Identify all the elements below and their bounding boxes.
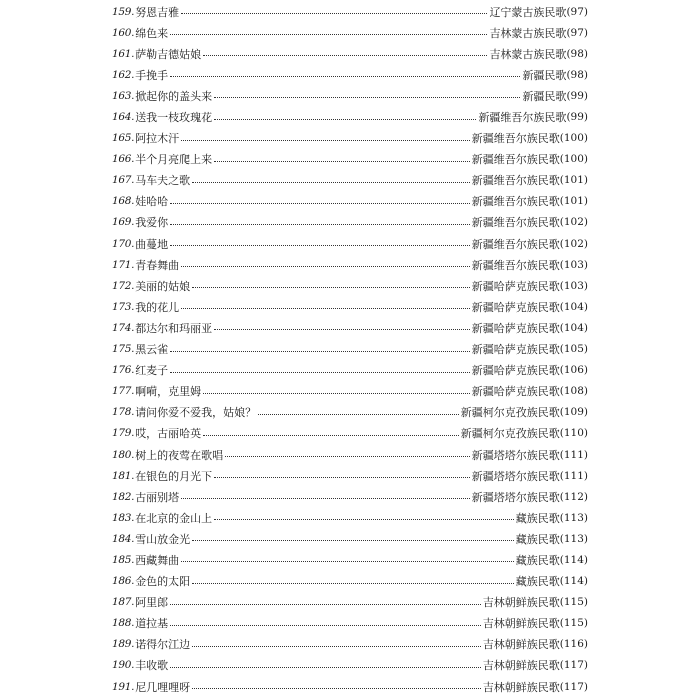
dot-leader (192, 540, 514, 541)
entry-number: 163. (112, 89, 135, 102)
entry-source: 新疆塔塔尔族民歌 (471, 490, 560, 504)
dot-leader (203, 393, 470, 394)
entry-page: (99) (566, 111, 588, 124)
entry-source: 新疆哈萨克族民歌 (471, 343, 560, 357)
toc-entry (112, 149, 588, 170)
entry-number: 170. (112, 237, 135, 250)
dot-leader (214, 161, 470, 162)
entry-number: 182. (112, 490, 135, 503)
table-of-contents (112, 1, 588, 697)
dot-leader (214, 329, 470, 330)
toc-entry (112, 64, 588, 85)
entry-number: 159. (112, 5, 135, 18)
entry-title: 丰收歌 (135, 659, 169, 673)
entry-source: 新疆塔塔尔族民歌 (471, 448, 560, 462)
entry-title: 古丽别塔 (135, 490, 180, 504)
entry-source: 吉林朝鲜族民歌 (482, 596, 560, 610)
entry-page: (115) (559, 617, 588, 630)
entry-page: (103) (559, 279, 588, 292)
entry-title: 哎，古丽哈英 (135, 427, 202, 441)
entry-title: 阿里郎 (135, 596, 169, 610)
dot-leader (192, 646, 481, 647)
entry-title: 尼几哩哩呀 (135, 680, 191, 694)
entry-page: (117) (559, 680, 588, 693)
entry-title: 送我一枝玫瑰花 (135, 111, 213, 125)
dot-leader (192, 688, 481, 689)
dot-leader (214, 119, 476, 120)
entry-source: 新疆民歌 (522, 89, 567, 103)
toc-entry (112, 613, 588, 634)
entry-title: 曲蔓地 (135, 237, 169, 251)
dot-leader (203, 55, 487, 56)
toc-entry (112, 212, 588, 233)
dot-leader (170, 224, 470, 225)
entry-title: 美丽的姑娘 (135, 279, 191, 293)
entry-source: 藏族民歌 (515, 575, 560, 589)
entry-source: 吉林朝鲜族民歌 (482, 638, 560, 652)
entry-title: 手挽手 (135, 68, 169, 82)
dot-leader (170, 76, 520, 77)
entry-page: (114) (559, 553, 588, 566)
entry-source: 新疆维吾尔族民歌 (471, 132, 560, 146)
entry-page: (102) (559, 216, 588, 229)
entry-number: 183. (112, 511, 135, 524)
toc-entry (112, 444, 588, 465)
entry-title: 我的花儿 (135, 300, 180, 314)
entry-title: 在北京的金山上 (135, 511, 213, 525)
entry-number: 166. (112, 153, 135, 166)
entry-number: 171. (112, 258, 135, 271)
toc-entry (112, 528, 588, 549)
entry-number: 175. (112, 343, 135, 356)
entry-page: (100) (559, 132, 588, 145)
entry-page: (113) (559, 532, 588, 545)
toc-entry (112, 423, 588, 444)
entry-number: 173. (112, 300, 135, 313)
entry-page: (109) (559, 406, 588, 419)
entry-number: 178. (112, 406, 135, 419)
dot-leader (170, 625, 481, 626)
toc-entry (112, 191, 588, 212)
entry-page: (106) (559, 364, 588, 377)
entry-page: (102) (559, 237, 588, 250)
dot-leader (181, 498, 470, 499)
entry-title: 黑云雀 (135, 343, 169, 357)
entry-number: 177. (112, 385, 135, 398)
toc-entry (112, 549, 588, 570)
entry-page: (110) (559, 427, 588, 440)
dot-leader (170, 245, 470, 246)
entry-source: 新疆哈萨克族民歌 (471, 279, 560, 293)
entry-title: 娃哈哈 (135, 195, 169, 209)
entry-number: 164. (112, 111, 135, 124)
toc-entry (112, 402, 588, 423)
entry-number: 174. (112, 321, 135, 334)
entry-number: 172. (112, 279, 135, 292)
entry-source: 新疆民歌 (522, 68, 567, 82)
entry-source: 新疆维吾尔族民歌 (471, 237, 560, 251)
entry-source: 新疆哈萨克族民歌 (471, 385, 560, 399)
entry-title: 雪山放金光 (135, 532, 191, 546)
entry-page: (105) (559, 343, 588, 356)
entry-title: 树上的夜莺在歌唱 (135, 448, 224, 462)
entry-page: (97) (566, 26, 588, 39)
entry-title: 萨勒吉德姑娘 (135, 47, 202, 61)
entry-title: 青春舞曲 (135, 258, 180, 272)
entry-page: (104) (559, 300, 588, 313)
entry-title: 马车夫之歌 (135, 174, 191, 188)
entry-source: 新疆维吾尔族民歌 (471, 174, 560, 188)
entry-page: (98) (566, 68, 588, 81)
entry-page: (99) (566, 89, 588, 102)
dot-leader (192, 287, 470, 288)
toc-entry (112, 571, 588, 592)
entry-page: (101) (559, 174, 588, 187)
toc-entry (112, 85, 588, 106)
entry-number: 189. (112, 638, 135, 651)
toc-entry (112, 465, 588, 486)
toc-entry (112, 128, 588, 149)
entry-number: 161. (112, 47, 135, 60)
entry-page: (97) (566, 5, 588, 18)
entry-source: 吉林朝鲜族民歌 (482, 659, 560, 673)
toc-entry (112, 486, 588, 507)
entry-source: 新疆维吾尔族民歌 (471, 195, 560, 209)
entry-title: 金色的太阳 (135, 575, 191, 589)
entry-source: 辽宁蒙古族民歌 (489, 5, 567, 19)
entry-page: (112) (559, 490, 588, 503)
entry-source: 新疆维吾尔族民歌 (471, 153, 560, 167)
entry-page: (101) (559, 195, 588, 208)
toc-entry (112, 317, 588, 338)
entry-source: 吉林朝鲜族民歌 (482, 680, 560, 694)
toc-entry (112, 106, 588, 127)
entry-number: 184. (112, 532, 135, 545)
entry-title: 在银色的月光下 (135, 469, 213, 483)
toc-entry (112, 22, 588, 43)
entry-source: 新疆哈萨克族民歌 (471, 364, 560, 378)
entry-page: (115) (559, 596, 588, 609)
dot-leader (181, 266, 470, 267)
dot-leader (170, 372, 470, 373)
dot-leader (258, 414, 459, 415)
entry-source: 新疆维吾尔族民歌 (478, 111, 567, 125)
entry-title: 我爱你 (135, 216, 169, 230)
entry-number: 169. (112, 216, 135, 229)
entry-page: (116) (559, 638, 588, 651)
dot-leader (181, 308, 470, 309)
toc-entry (112, 360, 588, 381)
toc-entry (112, 676, 588, 697)
entry-page: (114) (559, 575, 588, 588)
toc-entry (112, 634, 588, 655)
entry-source: 新疆柯尔克孜族民歌 (460, 427, 560, 441)
dot-leader (170, 604, 481, 605)
entry-number: 185. (112, 553, 135, 566)
entry-source: 藏族民歌 (515, 532, 560, 546)
entry-number: 190. (112, 659, 135, 672)
entry-source: 吉林蒙古族民歌 (489, 26, 567, 40)
entry-page: (103) (559, 258, 588, 271)
entry-source: 新疆柯尔克孜族民歌 (460, 406, 560, 420)
entry-title: 绵色来 (135, 26, 169, 40)
dot-leader (192, 182, 470, 183)
entry-title: 红麦子 (135, 364, 169, 378)
entry-title: 西藏舞曲 (135, 553, 180, 567)
entry-title: 掀起你的盖头来 (135, 89, 213, 103)
entry-title: 努恩吉雅 (135, 5, 180, 19)
entry-number: 162. (112, 68, 135, 81)
toc-entry (112, 254, 588, 275)
dot-leader (214, 519, 514, 520)
entry-number: 165. (112, 132, 135, 145)
dot-leader (214, 477, 470, 478)
toc-entry (112, 655, 588, 676)
entry-title: 阿拉木汗 (135, 132, 180, 146)
entry-number: 168. (112, 195, 135, 208)
entry-page: (108) (559, 385, 588, 398)
toc-entry (112, 339, 588, 360)
entry-number: 180. (112, 448, 135, 461)
entry-source: 吉林朝鲜族民歌 (482, 617, 560, 631)
entry-title: 都达尔和玛丽亚 (135, 321, 213, 335)
entry-page: (111) (559, 448, 588, 461)
entry-number: 187. (112, 596, 135, 609)
toc-entry (112, 43, 588, 64)
entry-title: 道拉基 (135, 617, 169, 631)
entry-number: 179. (112, 427, 135, 440)
entry-page: (98) (566, 47, 588, 60)
entry-source: 藏族民歌 (515, 511, 560, 525)
entry-number: 181. (112, 469, 135, 482)
entry-title: 请问你爱不爱我，姑娘？ (135, 406, 257, 420)
dot-leader (192, 583, 514, 584)
entry-source: 新疆维吾尔族民歌 (471, 216, 560, 230)
entry-source: 新疆哈萨克族民歌 (471, 321, 560, 335)
entry-source: 新疆塔塔尔族民歌 (471, 469, 560, 483)
dot-leader (203, 435, 459, 436)
entry-page: (117) (559, 659, 588, 672)
entry-page: (113) (559, 511, 588, 524)
toc-entry (112, 592, 588, 613)
dot-leader (170, 351, 470, 352)
dot-leader (181, 140, 470, 141)
toc-entry (112, 1, 588, 22)
entry-source: 新疆哈萨克族民歌 (471, 300, 560, 314)
toc-entry (112, 275, 588, 296)
entry-page: (104) (559, 321, 588, 334)
entry-number: 160. (112, 26, 135, 39)
entry-number: 186. (112, 575, 135, 588)
entry-number: 167. (112, 174, 135, 187)
dot-leader (181, 13, 487, 14)
toc-entry (112, 296, 588, 317)
toc-entry (112, 233, 588, 254)
toc-entry (112, 170, 588, 191)
entry-number: 191. (112, 680, 135, 693)
entry-number: 176. (112, 364, 135, 377)
entry-source: 新疆维吾尔族民歌 (471, 258, 560, 272)
entry-page: (100) (559, 153, 588, 166)
toc-entry (112, 381, 588, 402)
dot-leader (170, 34, 487, 35)
entry-source: 吉林蒙古族民歌 (489, 47, 567, 61)
entry-page: (111) (559, 469, 588, 482)
entry-title: 诺得尔江边 (135, 638, 191, 652)
entry-title: 啊嗬，克里姆 (135, 385, 202, 399)
dot-leader (214, 97, 520, 98)
entry-source: 藏族民歌 (515, 553, 560, 567)
entry-number: 188. (112, 617, 135, 630)
toc-entry (112, 507, 588, 528)
dot-leader (181, 561, 514, 562)
dot-leader (225, 456, 470, 457)
dot-leader (170, 667, 481, 668)
dot-leader (170, 203, 470, 204)
entry-title: 半个月亮爬上来 (135, 153, 213, 167)
